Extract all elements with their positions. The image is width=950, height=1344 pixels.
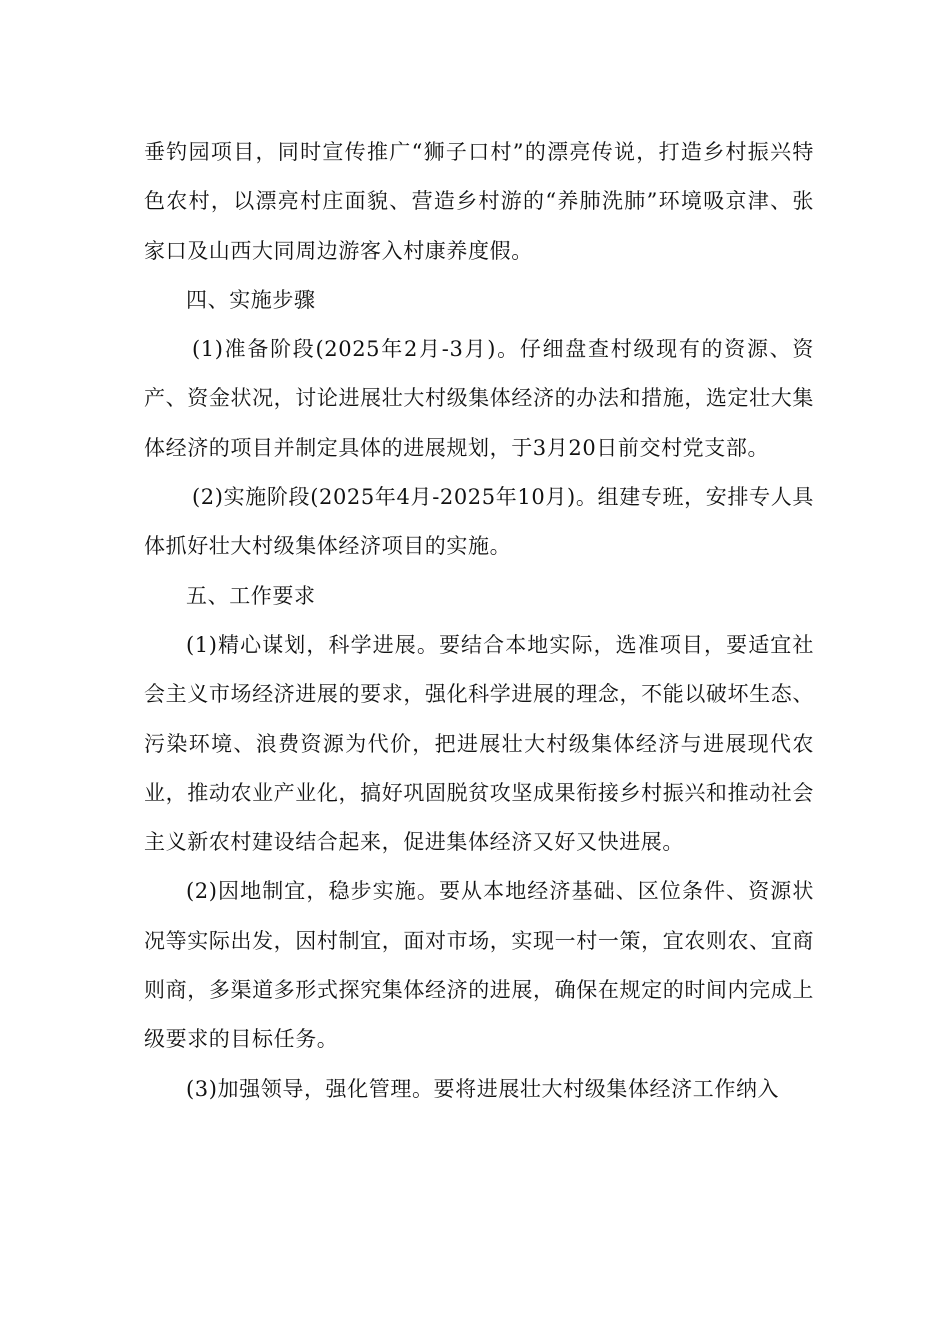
- paragraph-requirement-leadership: (3)加强领导，强化管理。要将进展壮大村级集体经济工作纳入: [186, 1076, 780, 1101]
- document-body: [144, 128, 814, 1114]
- paragraph-preparation-stage: (1)准备阶段(2025年2月-3月)。仔细盘查村级现有的资源、资产、资金状况，讨论进展壮大村级集体经济的办法和措施，选定壮大集体经济的项目并制定具体的进展规划，于3月20日前交村党支部。: [144, 337, 814, 460]
- paragraph-requirement-local-conditions: (2)因地制宜，稳步实施。要从本地经济基础、区位条件、资源状况等实际出发，因村制宜，面对市场，实现一村一策，宜农则农、宜商则商，多渠道多形式探究集体经济的进展，确保在规定的时间内完成上级要求的目标任务。: [144, 879, 814, 1052]
- paragraph-implementation-stage: (2)实施阶段(2025年4月-2025年10月)。组建专班，安排专人具体抓好壮大村级集体经济项目的实施。: [144, 485, 814, 559]
- section-heading-implementation-steps: 四、实施步骤: [186, 287, 316, 312]
- paragraph-requirement-planning: (1)精心谋划，科学进展。要结合本地实际，选准项目，要适宜社会主义市场经济进展的要求，强化科学进展的理念，不能以破坏生态、污染环境、浪费资源为代价，把进展壮大村级集体经济与进展现代农业，推动农业产业化，搞好巩固脱贫攻坚成果衔接乡村振兴和推动社会主义新农村建设结合起来，促进集体经济又好又快进展。: [144, 632, 814, 855]
- paragraph-project-continuation: 垂钓园项目，同时宣传推广“狮子口村”的漂亮传说，打造乡村振兴特色农村，以漂亮村庄面貌、营造乡村游的“养肺洗肺”环境吸京津、张家口及山西大同周边游客入村康养度假。: [144, 140, 814, 263]
- section-heading-work-requirements: 五、工作要求: [186, 583, 316, 608]
